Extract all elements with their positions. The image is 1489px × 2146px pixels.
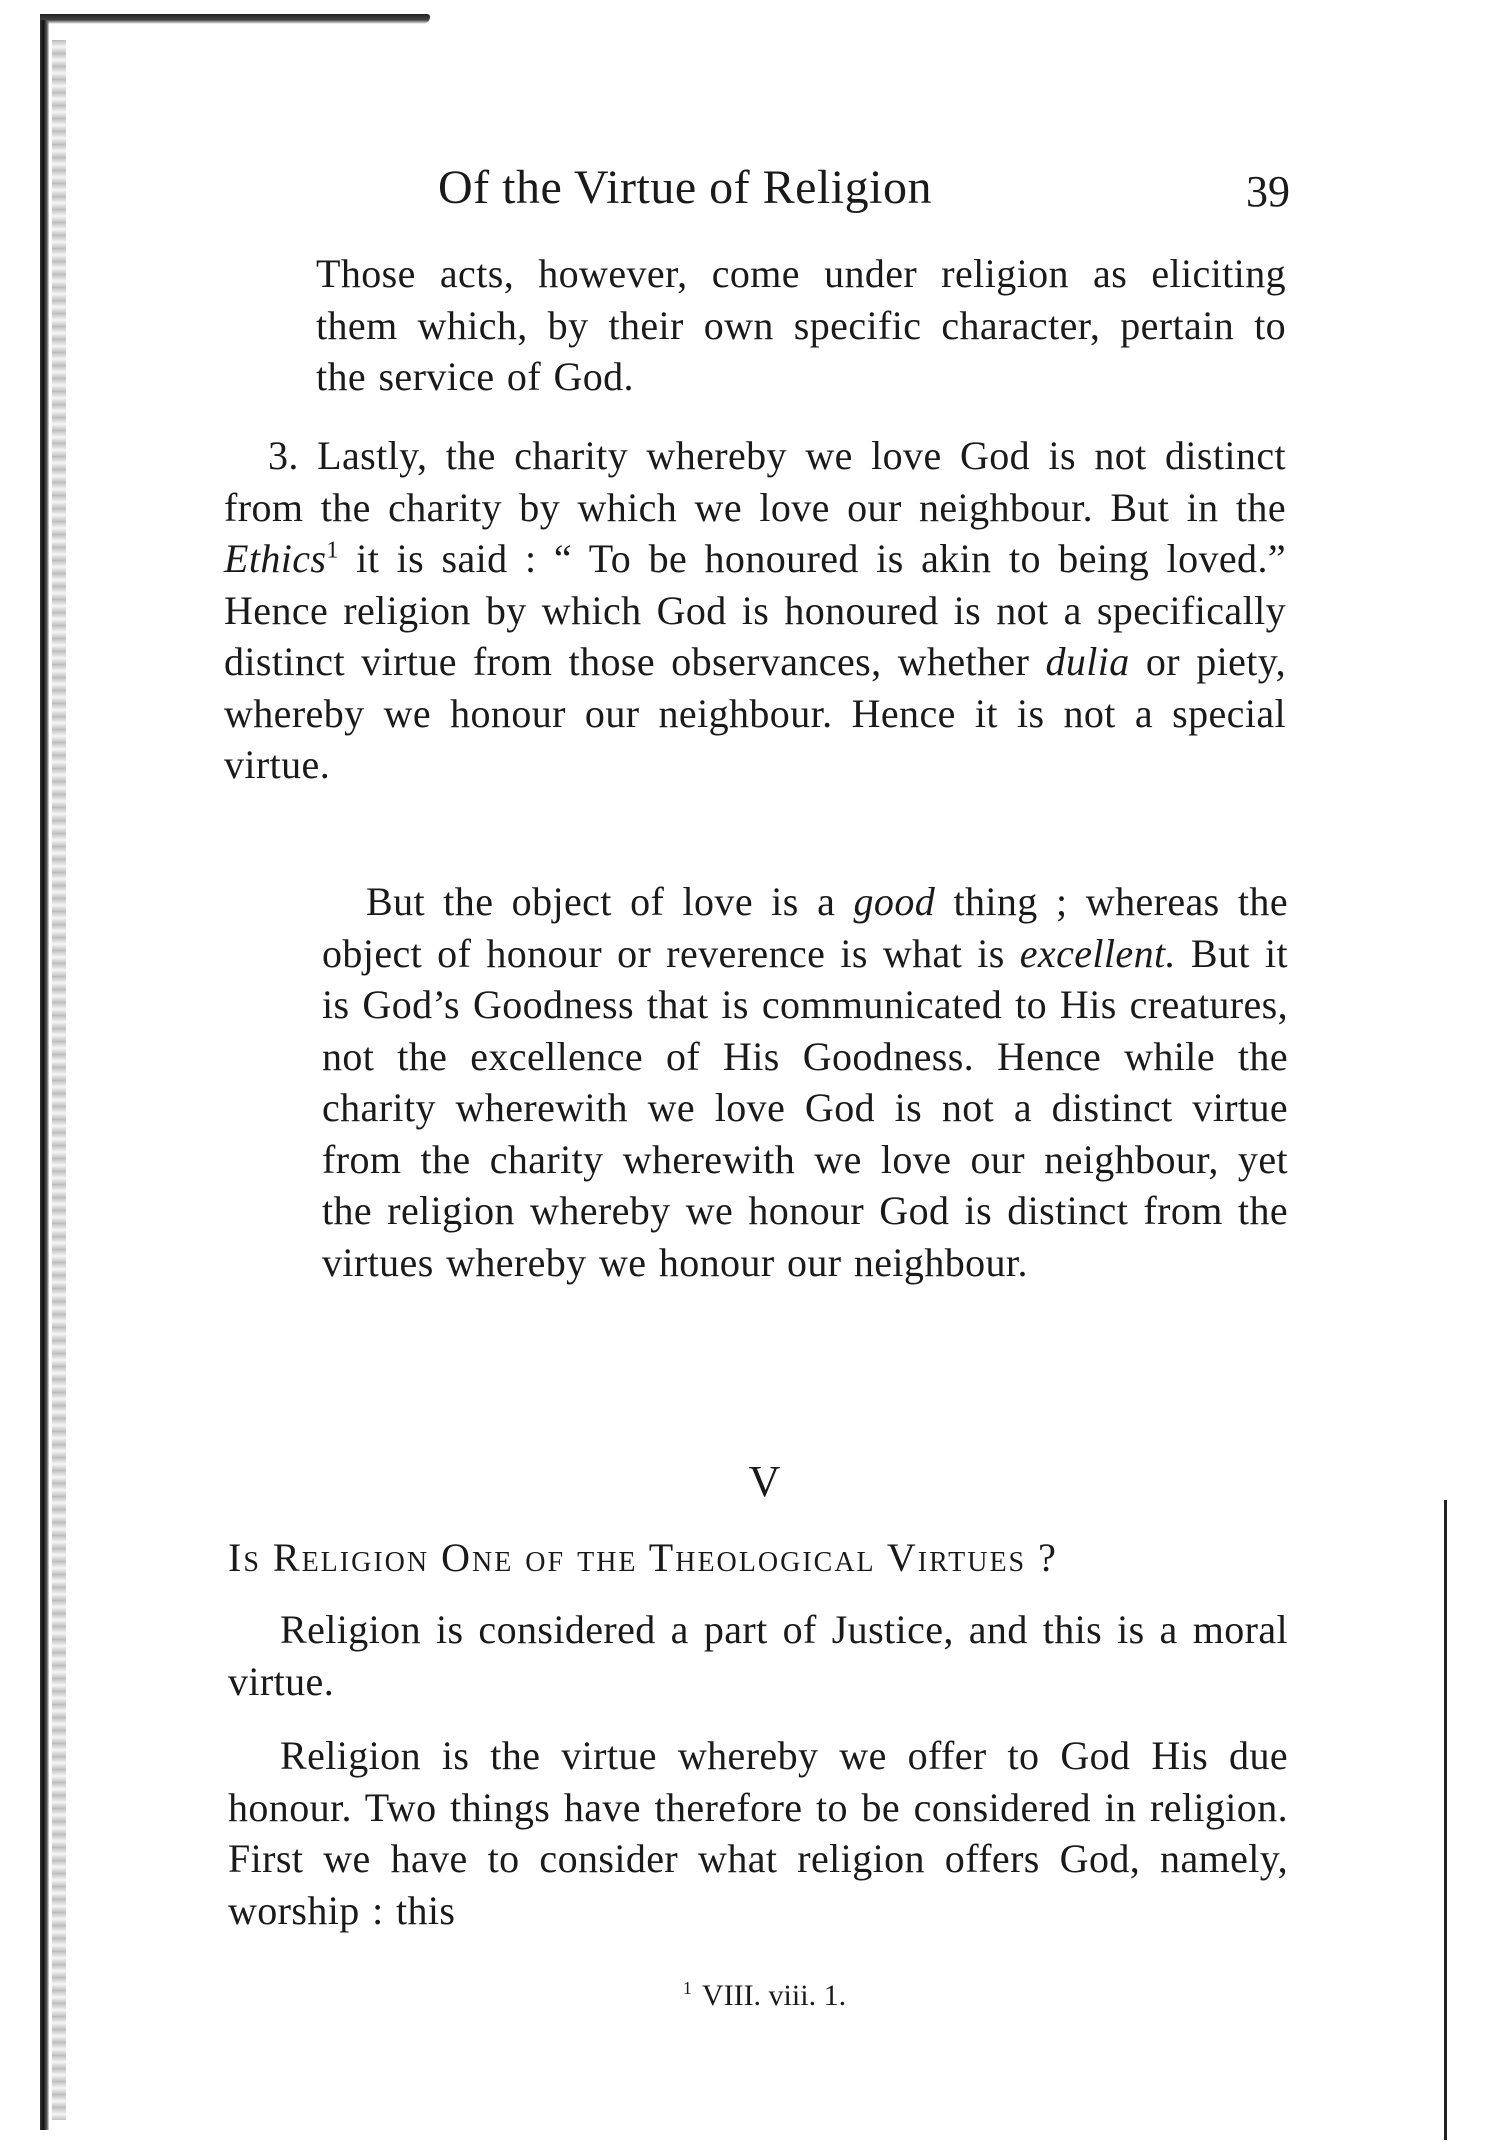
paragraph-text: 3. Lastly, the charity whereby we love God is not distinct from the charity by which we love our neighbour. But in the [224, 433, 1286, 530]
scan-edge-top [40, 14, 430, 24]
footnote-reference: 1 [326, 537, 339, 564]
paragraph-text: or piety, whereby we honour our neighbour. Hence it is not a special virtue. [224, 639, 1286, 787]
paragraph-objection-3 [224, 430, 1286, 791]
paragraph-text: Religion is the virtue whereby we offer to God His due honour. Two things have therefore to be considered in religion. First we have to consider what religion offers God, namely, worship : this [228, 1733, 1288, 1933]
scan-edge-left [40, 20, 49, 2130]
paragraph-text: it is said : “ To be honoured is akin to being loved.” Hence religion by which God is honoured is not a specifically distinct virtue from those observances, whether [224, 536, 1286, 684]
paragraph-text: Religion is considered a part of Justice, and this is a moral virtue. [228, 1607, 1288, 1704]
italic-good: good [853, 879, 936, 924]
footnote-marker: 1 [682, 1978, 692, 1998]
running-head [230, 158, 1290, 218]
paragraph-text: thing ; whereas the object of honour or reverence is what is [322, 879, 1288, 976]
footnote-text: VIII. viii. 1. [701, 1979, 847, 2012]
italic-ethics: Ethics [224, 536, 327, 581]
footnote [0, 1968, 1489, 2016]
paragraph-religion-due-honour [228, 1730, 1288, 1936]
scan-edge-right [1444, 1500, 1447, 2140]
paragraph-acts-under-religion [316, 248, 1286, 403]
italic-dulia: dulia [1045, 639, 1130, 684]
paragraph-text: Those acts, however, come under religion as eliciting them which, by their own specific character, pertain to the service of God. [316, 251, 1286, 399]
section-numeral: V [748, 1457, 781, 1506]
paragraph-reply-3 [322, 876, 1288, 1288]
section-heading: Is Religion One of the Theological Virtues ? [228, 1535, 1058, 1580]
running-title: Of the Virtue of Religion [438, 161, 932, 214]
italic-excellent: excellent. [1019, 930, 1176, 976]
paragraph-text: But the object of love is a [366, 879, 854, 924]
page-number: 39 [1246, 167, 1290, 216]
scan-edge-shadow [52, 40, 66, 2120]
paragraph-religion-part-of-justice [228, 1604, 1288, 1707]
paragraph-text: But it is God’s Goodness that is communicated to His creatures, not the excellence of His Goodness. Hence while the charity wherewith we love God is not a distinct virtue from the charity wherewith we love our neighbour, yet the religion whereby we honour God is distinct from the virtues whereby we honour our neighbour. [322, 930, 1288, 1285]
